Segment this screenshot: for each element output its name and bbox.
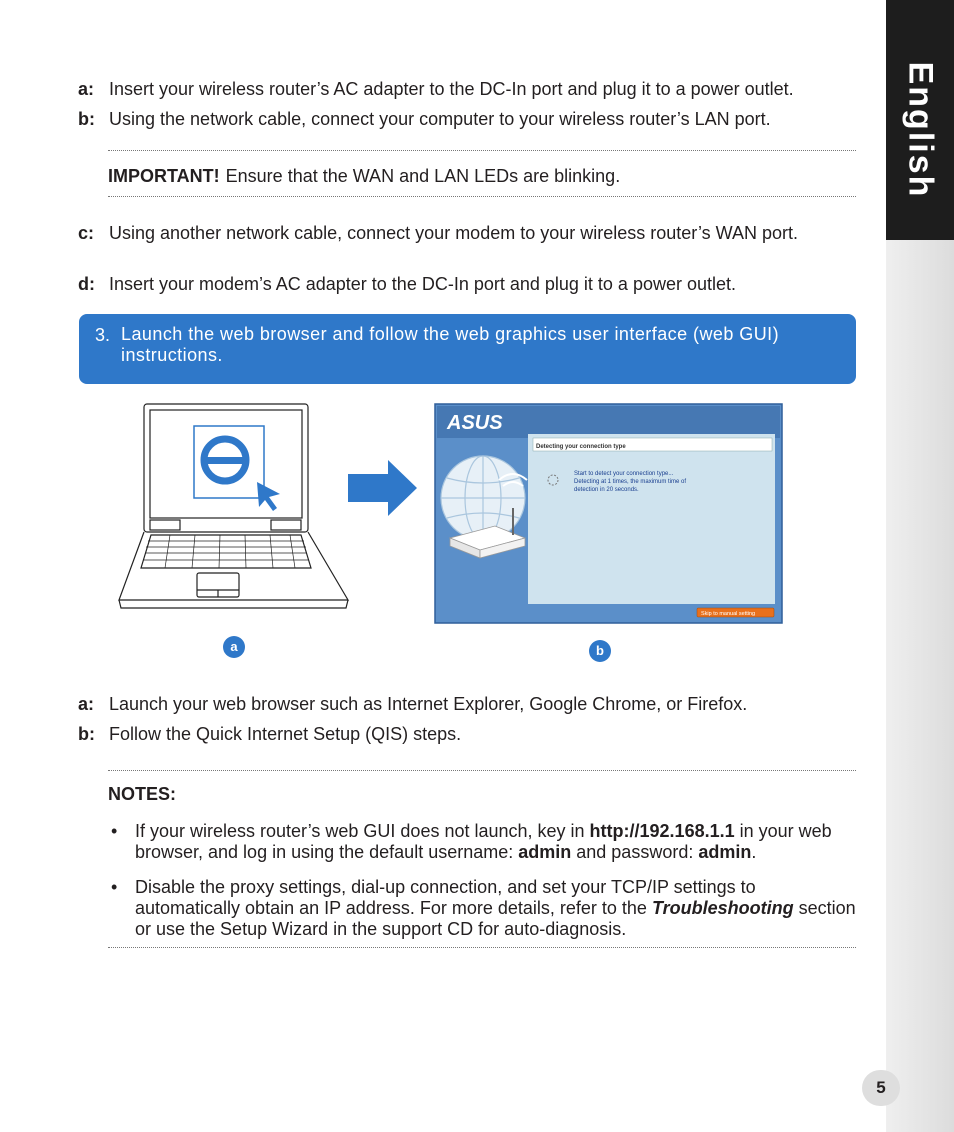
note-proxy-settings [108, 877, 860, 940]
badge-a: a [223, 636, 245, 658]
skip-button-label: Skip to manual setting [701, 611, 756, 617]
step-3-banner [79, 314, 856, 384]
note-web-gui [108, 821, 860, 863]
step-label: d: [78, 274, 95, 294]
setup-illustration [105, 398, 795, 630]
step-text: Using another network cable, connect your modem to your wireless router’s WAN port. [109, 223, 798, 243]
important-label: IMPORTANT! [108, 166, 220, 186]
divider [108, 770, 856, 771]
step-label: b: [78, 109, 95, 129]
badge-b: b [589, 640, 611, 662]
step-label: c: [78, 223, 95, 243]
divider [108, 150, 856, 151]
step-label: a: [78, 694, 95, 714]
troubleshooting-ref: Troubleshooting [651, 898, 794, 918]
step-number: 3. [95, 325, 111, 345]
arrow-right-icon [348, 460, 417, 516]
divider [108, 947, 856, 948]
default-password: admin [698, 842, 752, 862]
step-a-launch-browser [78, 694, 868, 715]
router-address: http://192.168.1.1 [589, 821, 735, 841]
note-text: If your wireless router’s web GUI does not launch, key in http://192.168.1.1 in your web browser, and log in using the default username: admin and password: admin. [135, 821, 832, 862]
qis-screen [435, 404, 782, 623]
detect-line-1: Start to detect your connection type... [574, 471, 674, 477]
panel-title: Detecting your connection type [536, 444, 626, 450]
step-a-power-router [78, 79, 868, 100]
asus-logo: ASUS [447, 412, 503, 434]
step-d-power-modem [78, 274, 868, 295]
step-b-lan-cable [78, 109, 868, 130]
page-number: 5 [862, 1070, 900, 1106]
step-label: a: [78, 79, 95, 99]
bullet: • [111, 821, 118, 841]
detect-line-3: detection in 20 seconds. [574, 487, 639, 493]
important-text: Ensure that the WAN and LAN LEDs are blinking. [225, 166, 621, 186]
step-text: Insert your modem’s AC adapter to the DC-In port and plug it to a power outlet. [109, 274, 737, 294]
step-text: Using the network cable, connect your computer to your wireless router’s LAN port. [109, 109, 771, 129]
language-tab-label: English [901, 61, 940, 199]
step-label: b: [78, 724, 95, 744]
bullet: • [111, 877, 118, 897]
step-text: Follow the Quick Internet Setup (QIS) steps. [109, 724, 462, 744]
step-3-text: Launch the web browser and follow the web graphics user interface (web GUI) instructions. [121, 324, 780, 365]
step-text: Launch your web browser such as Internet Explorer, Google Chrome, or Firefox. [109, 694, 748, 714]
divider [108, 196, 856, 197]
important-note [108, 166, 620, 187]
note-text: Disable the proxy settings, dial-up connection, and set your TCP/IP settings to automatically obtain an IP address. For more details, refer to the Troubleshooting section or use the Setup Wizard in the support CD for auto-diagnosis. [135, 877, 856, 939]
notes-title: NOTES: [108, 784, 177, 804]
step-text: Insert your wireless router’s AC adapter to the DC-In port and plug it to a power outlet. [109, 79, 794, 99]
step-c-wan-cable [78, 223, 868, 244]
detect-line-2: Detecting at 1 times, the maximum time of [574, 479, 687, 485]
step-b-qis [78, 724, 868, 745]
default-username: admin [518, 842, 572, 862]
